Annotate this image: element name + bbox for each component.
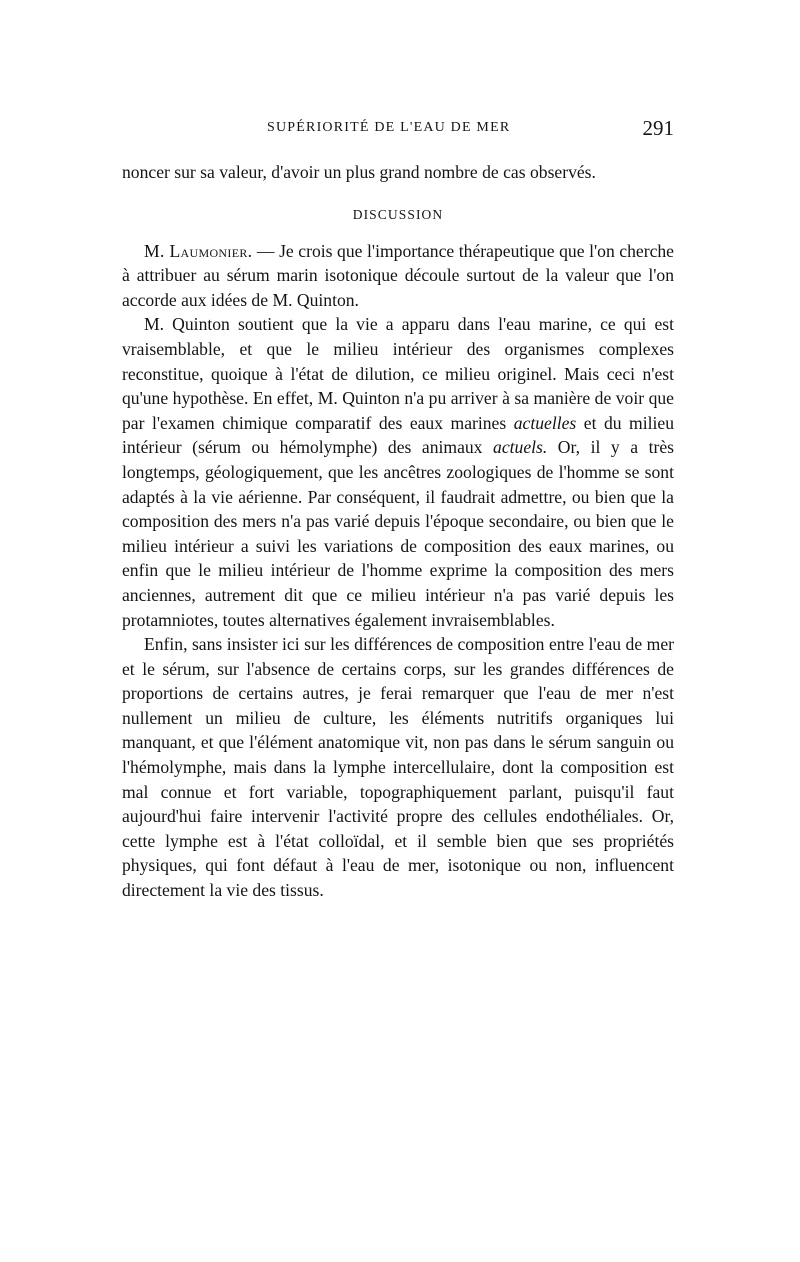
running-header <box>122 118 678 144</box>
page-body <box>122 160 674 903</box>
paragraph-text: — Je crois que l'importance thérapeutique que l'on cherche à attribuer au sérum marin isotonique découle surtout de la valeur que l'on accorde aux idées de M. Quinton. <box>122 240 674 310</box>
running-title: SUPÉRIORITÉ DE L'EAU DE MER <box>267 120 511 135</box>
carryover-paragraph: noncer sur sa valeur, d'avoir un plus grand nombre de cas observés. <box>122 162 596 182</box>
page-number: 291 <box>642 116 674 140</box>
paragraph-text: Or, il y a très longtemps, géologiquement, que les ancêtres zoologiques de l'homme se sont adaptés à la vie aérienne. Par conséquent, il faudrait admettre, ou bien que la composition des mers n'a pas varié depuis l'époque secondaire, ou bien que le milieu intérieur a suivi les variations de composition des eaux marines, ou enfin que le milieu intérieur de l'homme exprime la composition des mers anciennes, autrement dit que ce milieu intérieur n'a pas varié depuis les protamniotes, toutes alternatives également invraisemblables. <box>122 437 674 630</box>
speaker-name: M. Laumonier. <box>144 240 253 261</box>
paragraph-quinton <box>122 312 674 632</box>
italic-term: actuels. <box>493 437 548 458</box>
paragraph-text: M. Quinton soutient que la vie a apparu dans l'eau marine, ce qui est vraisemblable, et que le milieu intérieur des organismes complexes reconstitue, quoique à l'état de dilution, ce milieu originel. Mais ceci n'est qu'une hypothèse. En effet, M. Quinton n'a pu arriver à sa manière de voir que par l'examen chimique comparatif des eaux marines <box>122 314 674 433</box>
paragraph-enfin: Enfin, sans insister ici sur les différences de composition entre l'eau de mer et le sérum, sur l'absence de certains corps, sur les grandes différences de proportions de certains autres, je ferai remarquer que l'eau de mer n'est nullement un milieu de culture, les éléments nutritifs organiques lui manquant, et que l'élément anatomique vit, non pas dans le sérum sanguin ou l'hémolymphe, mais dans la lymphe intercellulaire, dont la composition est mal connue et fort variable, topographiquement parlant, puisqu'il faut aujourd'hui faire intervenir l'activité propre des cellules endothéliales. Or, cette lymphe est à l'état colloïdal, et il semble bien que ses propriétés physiques, qui font défaut à l'eau de mer, isotonique ou non, influencent directement la vie des tissus. <box>122 634 674 901</box>
paragraph-laumonier <box>122 239 674 313</box>
paragraph-text: et du milieu intérieur (sérum ou hémolymphe) des animaux <box>122 412 674 458</box>
section-heading: DISCUSSION <box>352 206 444 222</box>
italic-term: actuelles <box>513 412 577 433</box>
